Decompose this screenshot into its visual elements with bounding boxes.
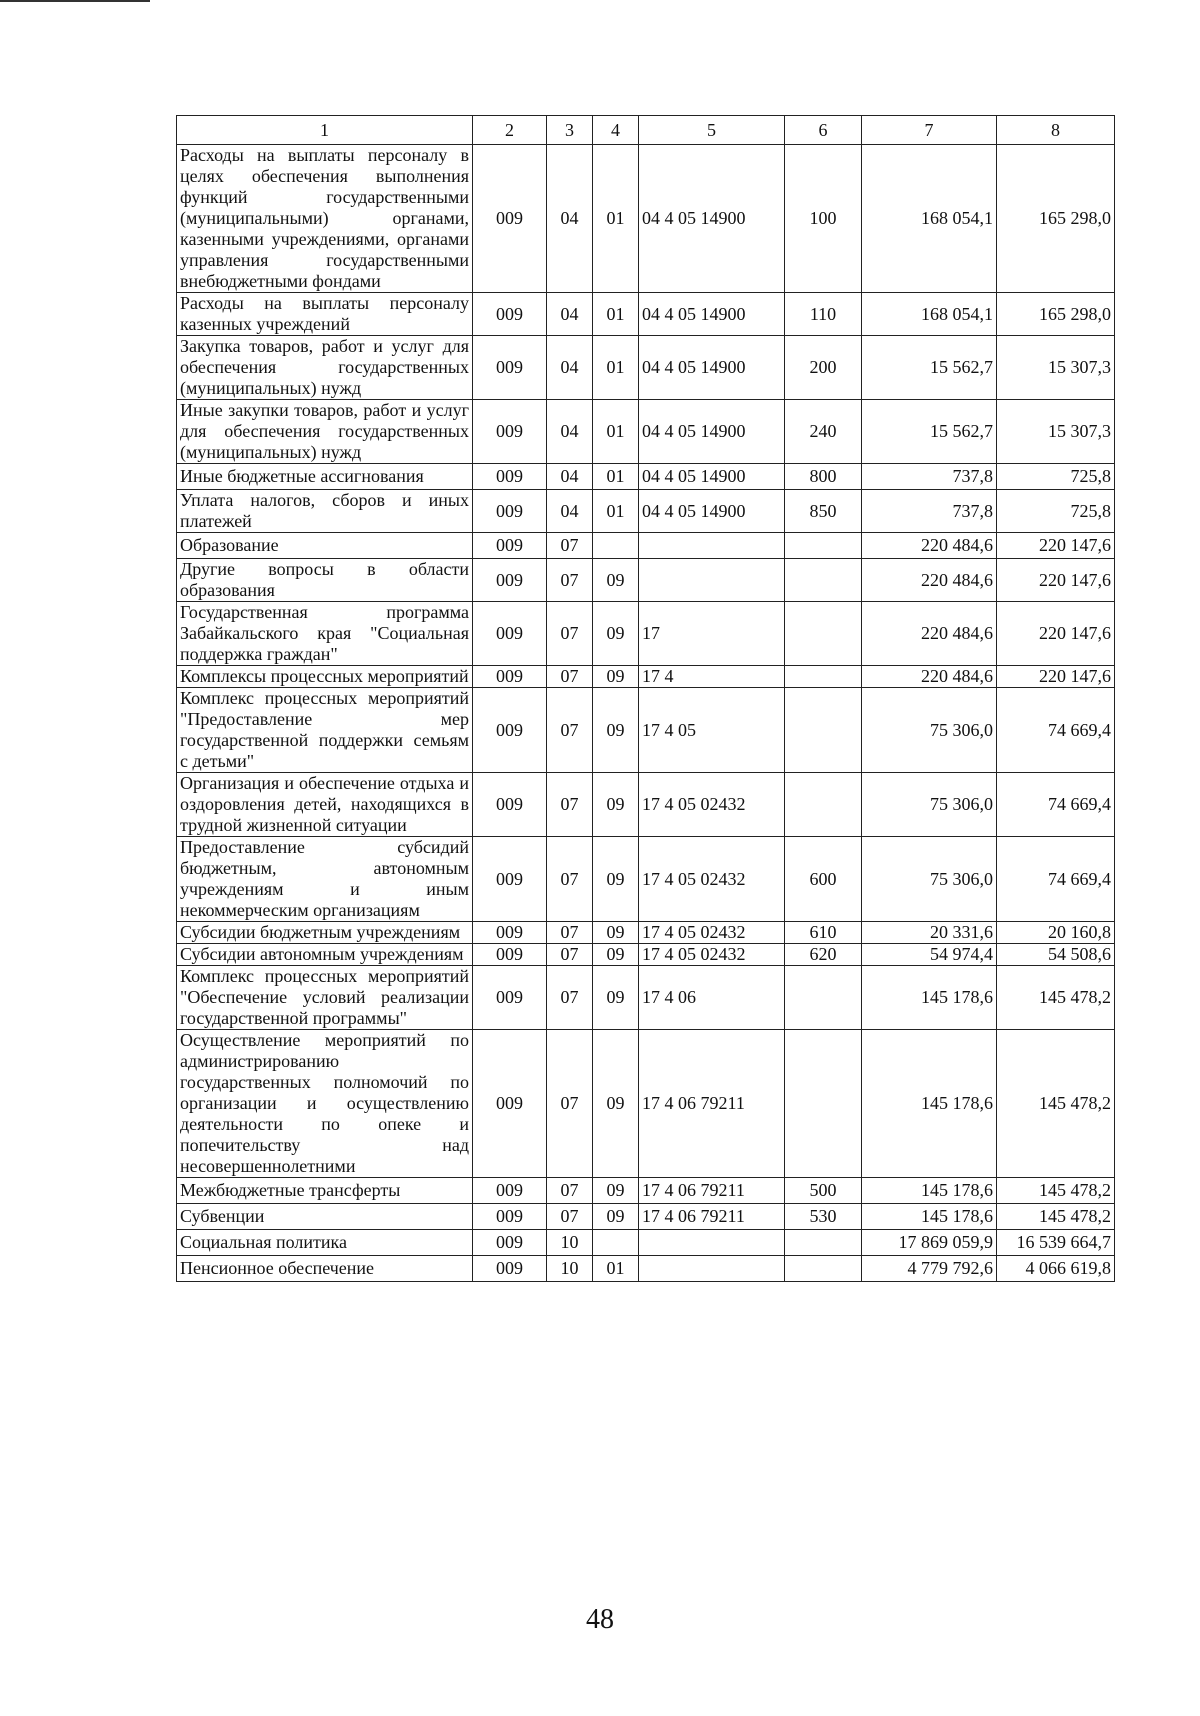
table-header	[177, 116, 1115, 145]
subsection-cell: 09	[593, 688, 639, 773]
row-name-cell: Закупка товаров, работ и услуг для обеспечения государственных (муниципальных) нужд	[177, 336, 473, 400]
row-name-cell: Другие вопросы в области образования	[177, 559, 473, 602]
target-article-cell: 04 4 05 14900	[639, 490, 785, 533]
row-name-cell: Иные закупки товаров, работ и услуг для обеспечения государственных (муниципальных) нужд	[177, 400, 473, 464]
amount-col-8-cell: 725,8	[997, 490, 1115, 533]
expense-type-cell	[785, 773, 862, 837]
amount-col-7-cell: 75 306,0	[862, 688, 997, 773]
target-article-cell	[639, 1230, 785, 1256]
row-name-cell: Субсидии автономным учреждениям	[177, 944, 473, 966]
section-cell: 07	[547, 922, 593, 944]
amount-col-7-cell: 220 484,6	[862, 602, 997, 666]
table-row	[177, 1230, 1115, 1256]
table-row	[177, 464, 1115, 490]
table-row	[177, 490, 1115, 533]
scan-edge-line	[0, 0, 150, 2]
target-article-cell: 17 4 06 79211	[639, 1030, 785, 1178]
target-article-cell	[639, 533, 785, 559]
target-article-cell: 17 4 05 02432	[639, 837, 785, 922]
subsection-cell: 09	[593, 966, 639, 1030]
ministry-code-cell: 009	[473, 922, 547, 944]
expense-type-cell: 620	[785, 944, 862, 966]
table-row	[177, 773, 1115, 837]
target-article-cell: 17 4	[639, 666, 785, 688]
expense-type-cell: 800	[785, 464, 862, 490]
ministry-code-cell: 009	[473, 1178, 547, 1204]
amount-col-8-cell: 220 147,6	[997, 559, 1115, 602]
row-name-cell: Государственная программа Забайкальского края "Социальная поддержка граждан"	[177, 602, 473, 666]
target-article-cell: 04 4 05 14900	[639, 293, 785, 336]
section-cell: 04	[547, 464, 593, 490]
table-row	[177, 602, 1115, 666]
ministry-code-cell: 009	[473, 464, 547, 490]
ministry-code-cell: 009	[473, 145, 547, 293]
amount-col-8-cell: 16 539 664,7	[997, 1230, 1115, 1256]
expense-type-cell: 530	[785, 1204, 862, 1230]
ministry-code-cell: 009	[473, 688, 547, 773]
subsection-cell: 01	[593, 293, 639, 336]
subsection-cell: 09	[593, 922, 639, 944]
table-row	[177, 1204, 1115, 1230]
amount-col-8-cell: 145 478,2	[997, 1204, 1115, 1230]
target-article-cell: 17 4 06 79211	[639, 1204, 785, 1230]
amount-col-8-cell: 4 066 619,8	[997, 1256, 1115, 1282]
amount-col-7-cell: 15 562,7	[862, 400, 997, 464]
target-article-cell: 17 4 05 02432	[639, 944, 785, 966]
table-row	[177, 145, 1115, 293]
table-row	[177, 559, 1115, 602]
target-article-cell: 04 4 05 14900	[639, 145, 785, 293]
ministry-code-cell: 009	[473, 336, 547, 400]
row-name-cell: Предоставление субсидий бюджетным, автономным учреждениям и иным некоммерческим организациям	[177, 837, 473, 922]
amount-col-7-cell: 220 484,6	[862, 533, 997, 559]
ministry-code-cell: 009	[473, 966, 547, 1030]
section-cell: 07	[547, 533, 593, 559]
row-name-cell: Комплекс процессных мероприятий "Предоставление мер государственной поддержки семьям с детьми"	[177, 688, 473, 773]
row-name-cell: Комплекс процессных мероприятий "Обеспечение условий реализации государственной программы"	[177, 966, 473, 1030]
row-name-cell: Межбюджетные трансферты	[177, 1178, 473, 1204]
ministry-code-cell: 009	[473, 559, 547, 602]
amount-col-7-cell: 220 484,6	[862, 559, 997, 602]
row-name-cell: Пенсионное обеспечение	[177, 1256, 473, 1282]
section-cell: 04	[547, 293, 593, 336]
header-col-7: 7	[862, 116, 997, 145]
subsection-cell: 09	[593, 944, 639, 966]
target-article-cell: 04 4 05 14900	[639, 336, 785, 400]
table-body	[177, 145, 1115, 1282]
row-name-cell: Организация и обеспечение отдыха и оздоровления детей, находящихся в трудной жизненной ситуации	[177, 773, 473, 837]
row-name-cell: Расходы на выплаты персоналу казенных учреждений	[177, 293, 473, 336]
target-article-cell: 17 4 05 02432	[639, 922, 785, 944]
page-number: 48	[586, 1604, 614, 1635]
amount-col-7-cell: 145 178,6	[862, 1204, 997, 1230]
header-col-8: 8	[997, 116, 1115, 145]
table-row	[177, 533, 1115, 559]
expense-type-cell	[785, 966, 862, 1030]
subsection-cell: 09	[593, 602, 639, 666]
amount-col-7-cell: 220 484,6	[862, 666, 997, 688]
table-row	[177, 1030, 1115, 1178]
ministry-code-cell: 009	[473, 1256, 547, 1282]
header-col-1: 1	[177, 116, 473, 145]
expense-type-cell	[785, 1230, 862, 1256]
target-article-cell: 04 4 05 14900	[639, 464, 785, 490]
amount-col-8-cell: 15 307,3	[997, 400, 1115, 464]
subsection-cell: 01	[593, 490, 639, 533]
table-row	[177, 336, 1115, 400]
amount-col-8-cell: 74 669,4	[997, 773, 1115, 837]
target-article-cell	[639, 1256, 785, 1282]
table-row	[177, 837, 1115, 922]
section-cell: 07	[547, 773, 593, 837]
section-cell: 07	[547, 602, 593, 666]
expense-type-cell: 240	[785, 400, 862, 464]
ministry-code-cell: 009	[473, 533, 547, 559]
header-col-4: 4	[593, 116, 639, 145]
subsection-cell: 01	[593, 400, 639, 464]
amount-col-7-cell: 168 054,1	[862, 293, 997, 336]
amount-col-7-cell: 145 178,6	[862, 1178, 997, 1204]
subsection-cell: 01	[593, 145, 639, 293]
ministry-code-cell: 009	[473, 1030, 547, 1178]
ministry-code-cell: 009	[473, 490, 547, 533]
amount-col-8-cell: 165 298,0	[997, 293, 1115, 336]
expense-type-cell	[785, 559, 862, 602]
subsection-cell: 01	[593, 1256, 639, 1282]
amount-col-8-cell: 220 147,6	[997, 602, 1115, 666]
subsection-cell: 09	[593, 666, 639, 688]
subsection-cell	[593, 1230, 639, 1256]
table-row	[177, 688, 1115, 773]
expense-type-cell: 110	[785, 293, 862, 336]
header-col-3: 3	[547, 116, 593, 145]
section-cell: 07	[547, 1178, 593, 1204]
row-name-cell: Образование	[177, 533, 473, 559]
amount-col-8-cell: 165 298,0	[997, 145, 1115, 293]
row-name-cell: Иные бюджетные ассигнования	[177, 464, 473, 490]
subsection-cell: 01	[593, 464, 639, 490]
expense-type-cell: 850	[785, 490, 862, 533]
header-col-2: 2	[473, 116, 547, 145]
amount-col-7-cell: 75 306,0	[862, 773, 997, 837]
target-article-cell: 17 4 05 02432	[639, 773, 785, 837]
table-row	[177, 1178, 1115, 1204]
ministry-code-cell: 009	[473, 773, 547, 837]
target-article-cell	[639, 559, 785, 602]
row-name-cell: Субсидии бюджетным учреждениям	[177, 922, 473, 944]
expense-type-cell	[785, 666, 862, 688]
amount-col-7-cell: 737,8	[862, 490, 997, 533]
ministry-code-cell: 009	[473, 293, 547, 336]
expense-type-cell	[785, 1030, 862, 1178]
table-row	[177, 922, 1115, 944]
header-col-5: 5	[639, 116, 785, 145]
target-article-cell: 17	[639, 602, 785, 666]
row-name-cell: Социальная политика	[177, 1230, 473, 1256]
section-cell: 07	[547, 688, 593, 773]
amount-col-7-cell: 75 306,0	[862, 837, 997, 922]
row-name-cell: Уплата налогов, сборов и иных платежей	[177, 490, 473, 533]
section-cell: 04	[547, 400, 593, 464]
expense-type-cell: 600	[785, 837, 862, 922]
section-cell: 07	[547, 944, 593, 966]
row-name-cell: Осуществление мероприятий по администрированию государственных полномочий по организации и осуществлению деятельности по опеке и попечительству над несовершеннолетними	[177, 1030, 473, 1178]
amount-col-7-cell: 168 054,1	[862, 145, 997, 293]
amount-col-7-cell: 4 779 792,6	[862, 1256, 997, 1282]
subsection-cell: 09	[593, 1204, 639, 1230]
row-name-cell: Комплексы процессных мероприятий	[177, 666, 473, 688]
ministry-code-cell: 009	[473, 400, 547, 464]
subsection-cell	[593, 533, 639, 559]
section-cell: 04	[547, 145, 593, 293]
amount-col-8-cell: 74 669,4	[997, 837, 1115, 922]
target-article-cell: 04 4 05 14900	[639, 400, 785, 464]
ministry-code-cell: 009	[473, 1204, 547, 1230]
amount-col-7-cell: 54 974,4	[862, 944, 997, 966]
ministry-code-cell: 009	[473, 602, 547, 666]
ministry-code-cell: 009	[473, 666, 547, 688]
amount-col-8-cell: 725,8	[997, 464, 1115, 490]
target-article-cell: 17 4 06 79211	[639, 1178, 785, 1204]
subsection-cell: 09	[593, 773, 639, 837]
expense-type-cell	[785, 1256, 862, 1282]
ministry-code-cell: 009	[473, 1230, 547, 1256]
target-article-cell: 17 4 05	[639, 688, 785, 773]
section-cell: 07	[547, 966, 593, 1030]
ministry-code-cell: 009	[473, 944, 547, 966]
section-cell: 07	[547, 559, 593, 602]
budget-table	[176, 115, 1115, 1282]
table-row	[177, 400, 1115, 464]
amount-col-8-cell: 74 669,4	[997, 688, 1115, 773]
section-cell: 07	[547, 1030, 593, 1178]
table-row	[177, 666, 1115, 688]
section-cell: 07	[547, 1204, 593, 1230]
amount-col-8-cell: 145 478,2	[997, 1178, 1115, 1204]
amount-col-7-cell: 20 331,6	[862, 922, 997, 944]
expense-type-cell: 100	[785, 145, 862, 293]
section-cell: 04	[547, 490, 593, 533]
expense-type-cell: 500	[785, 1178, 862, 1204]
row-name-cell: Расходы на выплаты персоналу в целях обеспечения выполнения функций государственными (муниципальными) органами, казенными учреждениями, органами управления государственными внебюджетными фондами	[177, 145, 473, 293]
subsection-cell: 09	[593, 1030, 639, 1178]
section-cell: 07	[547, 666, 593, 688]
expense-type-cell	[785, 533, 862, 559]
table-row	[177, 944, 1115, 966]
table-row	[177, 966, 1115, 1030]
header-col-6: 6	[785, 116, 862, 145]
amount-col-8-cell: 54 508,6	[997, 944, 1115, 966]
amount-col-8-cell: 220 147,6	[997, 666, 1115, 688]
ministry-code-cell: 009	[473, 837, 547, 922]
amount-col-8-cell: 145 478,2	[997, 966, 1115, 1030]
expense-type-cell	[785, 602, 862, 666]
amount-col-7-cell: 145 178,6	[862, 966, 997, 1030]
expense-type-cell: 610	[785, 922, 862, 944]
header-row	[177, 116, 1115, 145]
section-cell: 04	[547, 336, 593, 400]
section-cell: 10	[547, 1256, 593, 1282]
amount-col-7-cell: 15 562,7	[862, 336, 997, 400]
target-article-cell: 17 4 06	[639, 966, 785, 1030]
amount-col-8-cell: 20 160,8	[997, 922, 1115, 944]
section-cell: 07	[547, 837, 593, 922]
subsection-cell: 09	[593, 1178, 639, 1204]
table-row	[177, 293, 1115, 336]
amount-col-8-cell: 145 478,2	[997, 1030, 1115, 1178]
amount-col-7-cell: 737,8	[862, 464, 997, 490]
expense-type-cell: 200	[785, 336, 862, 400]
amount-col-7-cell: 145 178,6	[862, 1030, 997, 1178]
subsection-cell: 09	[593, 559, 639, 602]
row-name-cell: Субвенции	[177, 1204, 473, 1230]
amount-col-7-cell: 17 869 059,9	[862, 1230, 997, 1256]
table-row	[177, 1256, 1115, 1282]
section-cell: 10	[547, 1230, 593, 1256]
subsection-cell: 09	[593, 837, 639, 922]
expense-type-cell	[785, 688, 862, 773]
amount-col-8-cell: 220 147,6	[997, 533, 1115, 559]
subsection-cell: 01	[593, 336, 639, 400]
amount-col-8-cell: 15 307,3	[997, 336, 1115, 400]
